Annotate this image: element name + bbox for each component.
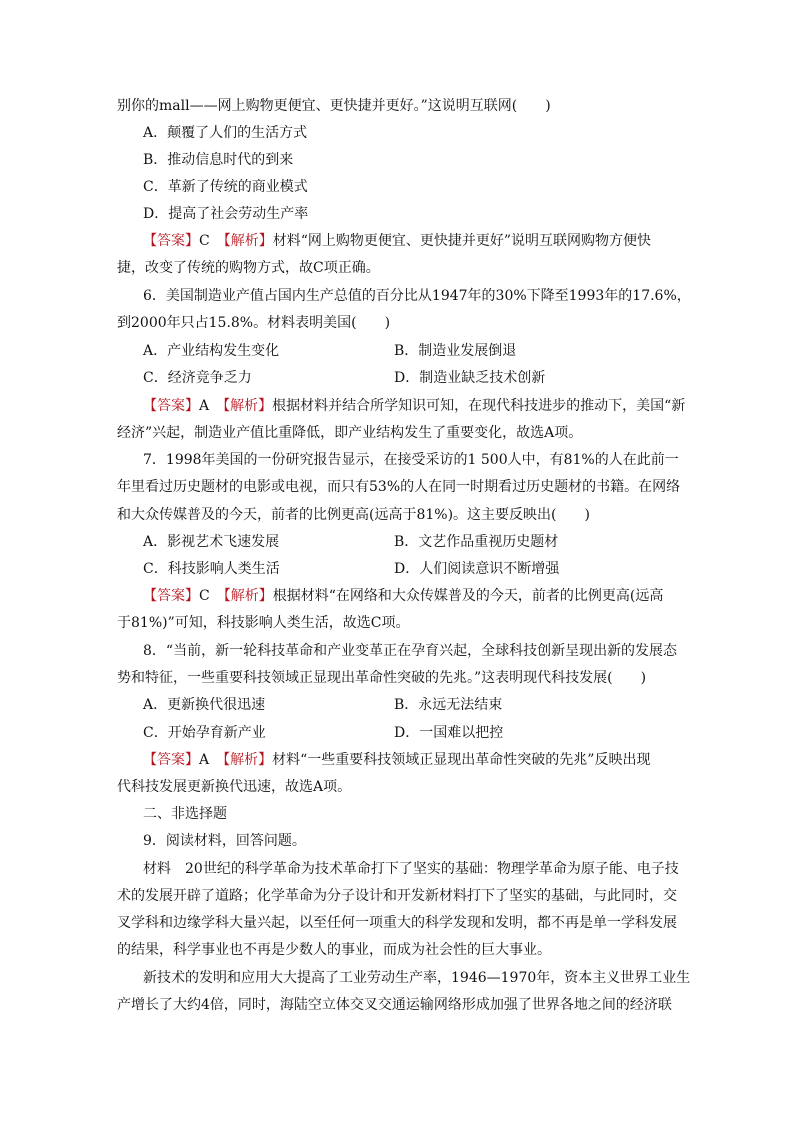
q5-answer: C bbox=[199, 233, 224, 249]
q8-option-a: A．更新换代很迅速 bbox=[143, 697, 266, 713]
q5-analysis-2: 捷，改变了传统的购物方式，故C项正确。 bbox=[117, 260, 380, 276]
q9-material-6: 产增长了大约4倍，同时，海陆空立体交叉交通运输网络形成加强了世界各地之间的经济联 bbox=[117, 997, 672, 1013]
q6-stem-1: 6．美国制造业产值占国内生产总值的百分比从1947年的30%下降至1993年的17.6%， bbox=[143, 288, 691, 304]
q6-option-a: A．产业结构发生变化 bbox=[143, 343, 280, 359]
analysis-tag: 【解析】 bbox=[223, 752, 273, 768]
q7-option-d: D．人们阅读意识不断增强 bbox=[394, 561, 560, 577]
q7-answer-line bbox=[143, 587, 663, 605]
q5-analysis-1: 材料“网上购物更便宜、更快捷并更好”说明互联网购物方便快 bbox=[272, 233, 652, 249]
q7-stem-1: 7．1998年美国的一份研究报告显示，在接受采访的1 500人中，有81%的人在此前一 bbox=[143, 452, 679, 468]
q5-answer-line bbox=[143, 232, 651, 250]
q7-option-a: A．影视艺术飞速发展 bbox=[143, 534, 280, 550]
q7-analysis-1: 根据材料“在网络和大众传媒普及的今天，前者的比例更高(远高 bbox=[272, 588, 664, 604]
q6-analysis-2: 经济”兴起，制造业产值比重降低，即产业结构发生了重要变化，故选A项。 bbox=[117, 425, 583, 441]
q8-option-c: C．开始孕育新产业 bbox=[143, 725, 266, 741]
q6-stem-2: 到2000年只占15.8%。材料表明美国( ) bbox=[117, 315, 391, 331]
q5-option-b: B．推动信息时代的到来 bbox=[143, 152, 294, 168]
q7-answer: C bbox=[199, 588, 224, 604]
answer-tag: 【答案】 bbox=[143, 588, 199, 604]
section-title: 二、非选择题 bbox=[143, 806, 227, 822]
q6-option-c: C．经济竞争乏力 bbox=[143, 370, 252, 386]
q8-answer-line bbox=[143, 751, 650, 769]
q8-option-d: D．一国难以把控 bbox=[394, 725, 504, 741]
q6-option-b: B．制造业发展倒退 bbox=[394, 343, 517, 359]
q7-stem-3: 和大众传媒普及的今天，前者的比例更高(远高于81%)。这主要反映出( ) bbox=[117, 507, 590, 523]
q7-stem-2: 年里看过历史题材的电影或电视，而只有53%的人在同一时期看过历史题材的书籍。在网络 bbox=[117, 479, 681, 495]
q6-answer: A bbox=[199, 398, 224, 414]
analysis-tag: 【解析】 bbox=[223, 398, 273, 414]
q6-analysis-1: 根据材料并结合所学知识可知，在现代科技进步的推动下，美国“新 bbox=[272, 398, 686, 414]
q7-option-c: C．科技影响人类生活 bbox=[143, 561, 280, 577]
q6-option-d: D．制造业缺乏技术创新 bbox=[394, 370, 546, 386]
q9-material-5: 新技术的发明和应用大大提高了工业劳动生产率，1946—1970年，资本主义世界工业生 bbox=[143, 970, 691, 986]
q9-material-4: 的结果，科学事业也不再是少数人的事业，而成为社会性的巨大事业。 bbox=[117, 942, 551, 958]
q5-option-c: C．革新了传统的商业模式 bbox=[143, 179, 308, 195]
answer-tag: 【答案】 bbox=[143, 398, 199, 414]
q7-option-b: B．文艺作品重视历史题材 bbox=[394, 534, 559, 550]
q8-stem-1: 8．“当前，新一轮科技革命和产业变革正在孕育兴起，全球科技创新呈现出新的发展态 bbox=[143, 643, 678, 659]
q9-material-2: 术的发展开辟了道路；化学革命为分子设计和开发新材料打下了坚实的基础，与此同时，交 bbox=[117, 888, 677, 904]
q9-material-3: 叉学科和边缘学科大量兴起，以至任何一项重大的科学发现和发明，都不再是单一学科发展 bbox=[117, 915, 677, 931]
q8-analysis-1: 材料“一些重要科技领域正显现出革命性突破的先兆”反映出现 bbox=[272, 752, 651, 768]
q9-material-1: 材料 20世纪的科学革命为技术革命打下了坚实的基础：物理学革命为原子能、电子技 bbox=[143, 861, 679, 877]
q8-answer: A bbox=[199, 752, 224, 768]
answer-tag: 【答案】 bbox=[143, 233, 199, 249]
q8-stem-2: 势和特征，一些重要科技领域正显现出革命性突破的先兆。”这表明现代科技发展( ) bbox=[117, 670, 647, 686]
q5-stem-tail: 别你的mall——网上购物更便宜、更快捷并更好。”这说明互联网( ) bbox=[117, 98, 551, 114]
analysis-tag: 【解析】 bbox=[223, 233, 273, 249]
analysis-tag: 【解析】 bbox=[223, 588, 273, 604]
q8-analysis-2: 代科技发展更新换代迅速，故选A项。 bbox=[117, 779, 352, 795]
answer-tag: 【答案】 bbox=[143, 752, 199, 768]
q5-option-a: A．颠覆了人们的生活方式 bbox=[143, 125, 308, 141]
q5-option-d: D．提高了社会劳动生产率 bbox=[143, 206, 309, 222]
q6-answer-line bbox=[143, 397, 685, 415]
q8-option-b: B．永远无法结束 bbox=[394, 697, 503, 713]
q9-stem: 9．阅读材料，回答问题。 bbox=[143, 833, 306, 849]
q7-analysis-2: 于81%)”可知，科技影响人类生活，故选C项。 bbox=[117, 615, 410, 631]
